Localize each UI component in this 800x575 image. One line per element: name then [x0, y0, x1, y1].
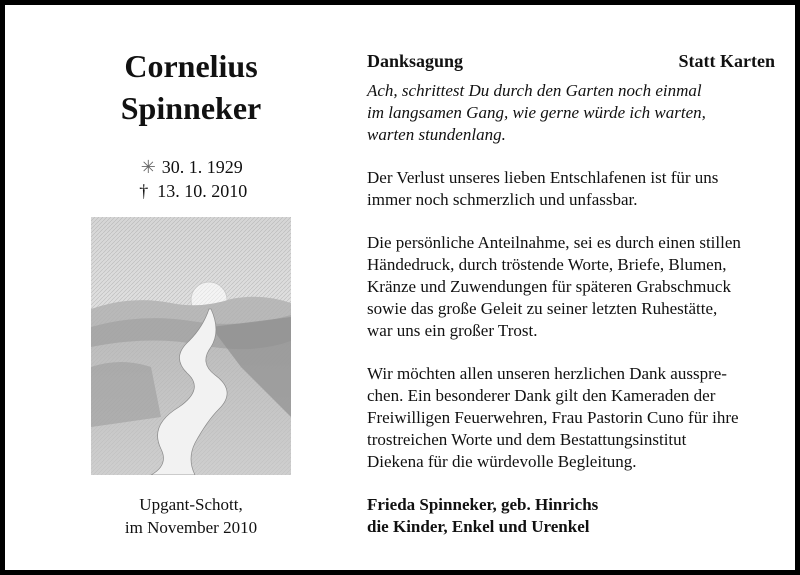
right-column [367, 50, 775, 538]
quote-line: Ach, schrittest Du durch den Garten noch einmal [367, 81, 702, 100]
birth-date: 30. 1. 1929 [161, 157, 243, 177]
text-line: sowie das große Geleit zu seiner letzten Ruhestätte, [367, 299, 718, 318]
text-line: Händedruck, durch tröstende Worte, Briefe, Blumen, [367, 255, 727, 274]
birth-star-icon: ✳ [140, 157, 156, 177]
place-line: Upgant-Schott, [139, 495, 243, 514]
death-date-row [65, 179, 317, 203]
left-column [65, 45, 317, 203]
date-line: im November 2010 [124, 518, 258, 537]
signature-line: Frieda Spinneker, geb. Hinrichs [367, 495, 599, 514]
text-line: chen. Ein besonderer Dank gilt den Kameraden der [367, 386, 716, 405]
text-line: Kränze und Zuwendungen für späteren Grabschmuck [367, 277, 731, 296]
heading-statt-karten: Statt Karten [678, 51, 775, 71]
signature-line: die Kinder, Enkel und Urenkel [367, 517, 590, 536]
quote-line: warten stundenlang. [367, 125, 506, 144]
deceased-last-name: Spinneker [120, 90, 262, 126]
heading-danksagung: Danksagung [367, 51, 464, 71]
landscape-drawing [91, 217, 291, 475]
text-line: war uns ein großer Trost. [367, 321, 538, 340]
text-line: Wir möchten allen unseren herzlichen Dank ausspre- [367, 364, 727, 383]
death-date: 13. 10. 2010 [157, 181, 248, 201]
text-line: immer noch schmerzlich und unfassbar. [367, 190, 638, 209]
poem-quote [367, 80, 775, 146]
paragraph-sympathy [367, 232, 775, 342]
text-line: Diekena für die würdevolle Begleitung. [367, 452, 637, 471]
text-line: Freiwilligen Feuerwehren, Frau Pastorin Cuno für ihre [367, 408, 739, 427]
death-cross-icon: † [139, 181, 149, 201]
text-line: Die persönliche Anteilnahme, sei es durch einen stillen [367, 233, 741, 252]
header-row [367, 50, 775, 74]
text-line: Der Verlust unseres lieben Entschlafenen ist für uns [367, 168, 719, 187]
birth-date-row [65, 155, 317, 179]
paragraph-loss [367, 167, 775, 211]
quote-line: im langsamen Gang, wie gerne würde ich warten, [367, 103, 706, 122]
life-dates [65, 155, 317, 203]
paragraph-thanks [367, 363, 775, 473]
place-and-date [91, 493, 291, 539]
text-line: trostreichen Worte und dem Bestattungsinstitut [367, 430, 687, 449]
signature [367, 494, 775, 538]
deceased-first-name: Cornelius [124, 48, 258, 84]
